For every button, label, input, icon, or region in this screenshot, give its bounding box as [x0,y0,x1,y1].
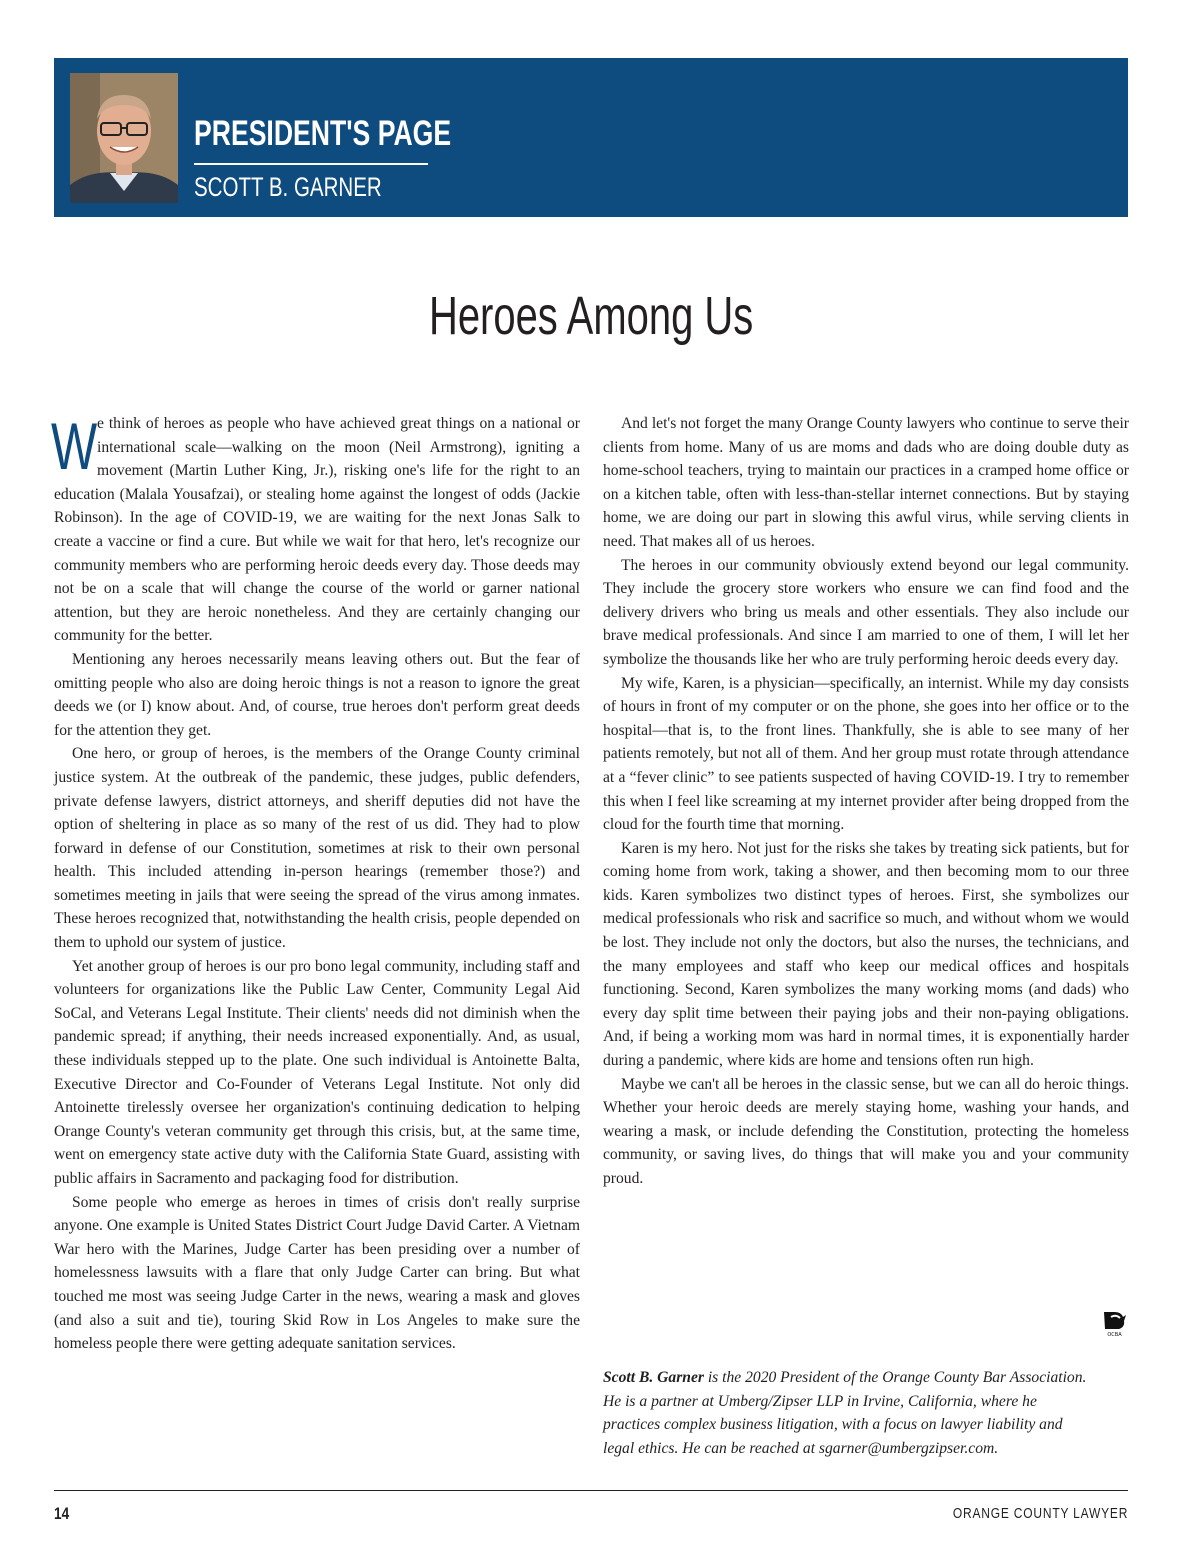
paragraph: My wife, Karen, is a physician—specifically, an internist. While my day consists of hours in front of my computer or on the phone, she goes into her office or to the hospital—that is, to the front lines. Thankfully, she is able to see many of her patients remotely, but not all of them. And her group must rotate through attendance at a “fever clinic” to see patients suspected of having COVID-19. I try to remember this when I feel like screaming at my internet provider after being dropped from the cloud for the fourth time that morning. [603,674,1129,834]
footer-divider [54,1490,1128,1491]
section-title: PRESIDENT'S PAGE [194,114,452,153]
left-column [51,409,580,1356]
paragraph: Some people who emerge as heroes in times of crisis don't really surprise anyone. One example is United States District Court Judge David Carter. A Vietnam War hero with the Marines, Judge Carter has been presiding over a number of homelessness lawsuits with a flare that only Judge Carter can bring. But what touched me most was seeing Judge Carter in the news, wearing a mask and gloves (and also a suit and tie), touring Skid Row in Los Angeles to make sure the homeless people there were getting adequate sanitation services. [54,1193,580,1353]
publication-name: ORANGE COUNTY LAWYER [952,1505,1128,1522]
author-bio [603,1366,1093,1460]
dropcap: W [51,409,98,483]
author-portrait-image [70,73,178,203]
ocba-end-mark-icon [1101,1308,1128,1337]
right-column [603,412,1129,1191]
paragraph-text: e think of heroes as people who have achieved great things on a national or international scale—walking on the moon (Neil Armstrong), igniting a movement (Martin Luther King, Jr.), risking one's life for the right to an education (Malala Yousafzai), or stealing home against the longest of odds (Jackie Robinson). In the age of COVID-19, we are waiting for the next Jonas Salk to create a vaccine or find a cure. But while we wait for that hero, let's recognize our community members who are performing heroic deeds every day. Those deeds may not be on a scale that will change the course of the world or garner national attention, but they are heroic nonetheless. And they are certainly changing our community for the better. [54,415,580,645]
end-mark-label: OCBA [1107,1332,1122,1337]
author-photo [70,73,178,203]
paragraph: And let's not forget the many Orange County lawyers who continue to serve their clients from home. Many of us are moms and dads who are doing double duty as home-school teachers, trying to maintain our practices in a cramped home office or on a kitchen table, often with less-than-stellar internet connections. But by staying home, we are doing our part in slowing this awful virus, while serving clients in need. That makes all of us heroes. [603,415,1129,550]
bio-name: Scott B. Garner [603,1369,704,1386]
paragraph: One hero, or group of heroes, is the members of the Orange County criminal justice system. At the outbreak of the pandemic, these judges, public defenders, private defense lawyers, district attorneys, and sheriff deputies did not have the option of sheltering in place as so many of the rest of us did. They had to plow forward in defense of our Constitution, sometimes at risk to their own personal health. This included attending in-person hearings (remember those?) and sometimes meeting in jails that were seeing the spread of the virus among inmates. These heroes recognized that, notwithstanding the health crisis, people depended on them to uphold our system of justice. [54,745,580,952]
title-underline [194,163,428,165]
article-headline [0,283,1182,349]
article-title: Heroes Among Us [428,286,754,346]
bio-text: is the 2020 President of the Orange County Bar Association. He is a partner at Umberg/Zipser LLP in Irvine, California, where he practices complex business litigation, with a focus on lawyer liability and legal ethics. He can be reached at sgarner@umbergzipser.com. [603,1369,1087,1457]
paragraph: Mentioning any heroes necessarily means leaving others out. But the fear of omitting people who also are doing heroic things is not a reason to ignore the great deeds we (or I) know about. And, of course, true heroes don't perform great deeds for the attention they get. [54,650,580,739]
paragraph: Maybe we can't all be heroes in the classic sense, but we can all do heroic things. Whether your heroic deeds are merely staying home, washing your hands, and wearing a mask, or include defending the Constitution, protecting the homeless community, or saving lives, do things that will make you and your community proud. [603,1075,1129,1187]
section-banner [54,58,1128,217]
paragraph: Yet another group of heroes is our pro bono legal community, including staff and volunteers for organizations like the Public Law Center, Community Legal Aid SoCal, and Veterans Legal Institute. Their clients' needs did not diminish when the pandemic spread; if anything, their needs increased exponentially. And, as usual, these individuals stepped up to the plate. One such individual is Antoinette Balta, Executive Director and Co-Founder of Veterans Legal Institute. Not only did Antoinette tirelessly oversee her organization's continuing dedication to helping Orange County's veteran community get through this crisis, but, at the same time, went on emergency state active duty with the California State Guard, assisting with public affairs in Sacramento and packaging food for distribution. [54,957,580,1187]
page-number: 14 [54,1504,70,1523]
paragraph: The heroes in our community obviously extend beyond our legal community. They include the grocery store workers who ensure we can find food and the delivery drivers who bring us meals and other essentials. They also include our brave medical professionals. And since I am married to one of them, I will let her symbolize the thousands like her who are truly performing heroic deeds every day. [603,556,1129,668]
paragraph [51,409,580,648]
paragraph: Karen is my hero. Not just for the risks she takes by treating sick patients, but for coming home from work, taking a shower, and then becoming mom to our three kids. Karen symbolizes two distinct types of heroes. First, she symbolizes our medical professionals who risk and sacrifice so much, and without whom we would be lost. They include not only the doctors, but also the nurses, the technicians, and the many employees and staff who keep our medical offices and hospitals functioning. Second, Karen symbolizes the many working moms (and dads) who every day split time between their paying jobs and their non-paying obligations. And, if being a working mom was hard in normal times, it is exponentially harder during a pandemic, where kids are home and tensions often run high. [603,839,1129,1070]
author-name: SCOTT B. GARNER [194,172,382,202]
